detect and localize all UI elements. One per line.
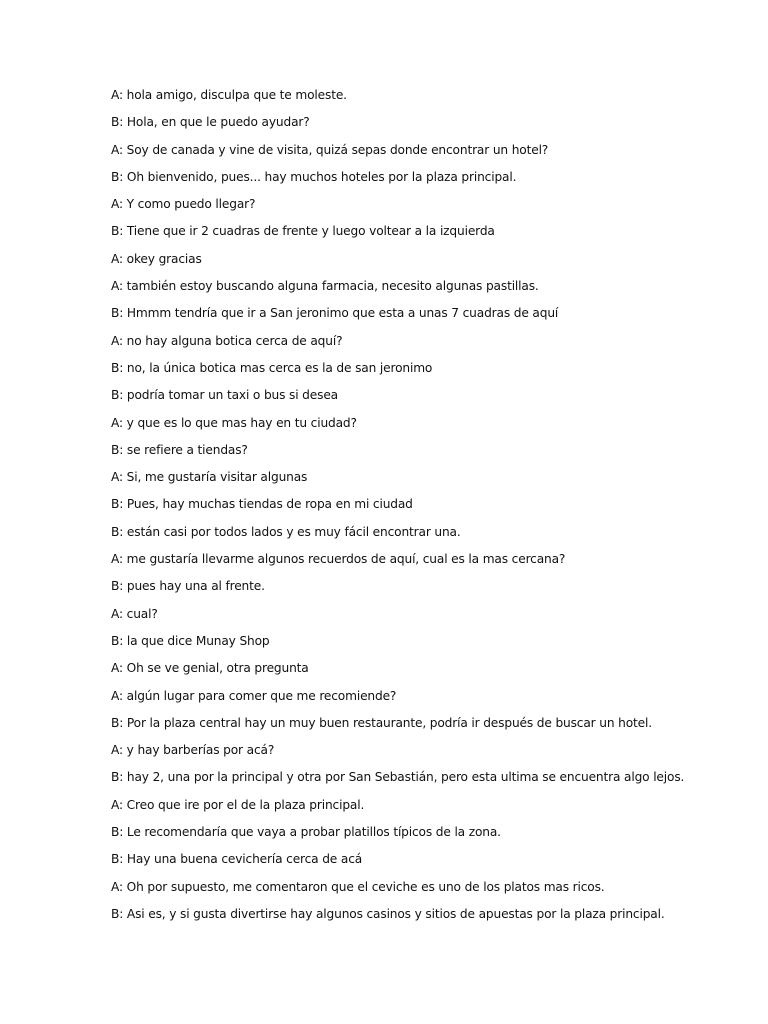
dialogue-line: A: Oh por supuesto, me comentaron que el ceviche es uno de los platos mas ricos. <box>111 879 605 894</box>
dialogue-line: A: okey gracias <box>111 251 202 266</box>
dialogue-line: B: no, la única botica mas cerca es la de san jeronimo <box>111 360 433 375</box>
dialogue-line: B: Por la plaza central hay un muy buen restaurante, podría ir después de buscar un hotel. <box>111 715 652 730</box>
dialogue-line: B: Hola, en que le puedo ayudar? <box>111 115 310 130</box>
dialogue-line: B: se refiere a tiendas? <box>111 442 248 457</box>
dialogue-line: A: Creo que ire por el de la plaza principal. <box>111 797 365 812</box>
dialogue-line: A: me gustaría llevarme algunos recuerdos de aquí, cual es la mas cercana? <box>111 552 566 567</box>
dialogue-line: A: y que es lo que mas hay en tu ciudad? <box>111 415 357 430</box>
dialogue-line: A: algún lugar para comer que me recomiende? <box>111 688 397 703</box>
dialogue-line: B: pues hay una al frente. <box>111 579 265 594</box>
dialogue-line: B: están casi por todos lados y es muy fácil encontrar una. <box>111 524 461 539</box>
dialogue-line: B: Hay una buena cevichería cerca de acá <box>111 852 363 867</box>
dialogue-line: A: Soy de canada y vine de visita, quizá sepas donde encontrar un hotel? <box>111 142 549 157</box>
dialogue-line: A: Y como puedo llegar? <box>111 197 256 212</box>
dialogue-text <box>111 86 731 932</box>
dialogue-line: A: hola amigo, disculpa que te moleste. <box>111 88 347 102</box>
dialogue-line: A: no hay alguna botica cerca de aquí? <box>111 333 343 348</box>
dialogue-line: B: Le recomendaría que vaya a probar platillos típicos de la zona. <box>111 825 501 840</box>
dialogue-line: B: Asi es, y si gusta divertirse hay algunos casinos y sitios de apuestas por la plaza principal. <box>111 906 665 921</box>
dialogue-line: B: Pues, hay muchas tiendas de ropa en mi ciudad <box>111 497 413 512</box>
dialogue-line: B: hay 2, una por la principal y otra por San Sebastián, pero esta ultima se encuentra algo lejos. <box>111 770 685 785</box>
dialogue-line: A: cual? <box>111 606 158 621</box>
dialogue-line: B: podría tomar un taxi o bus si desea <box>111 388 338 403</box>
dialogue-line: A: Oh se ve genial, otra pregunta <box>111 661 309 676</box>
dialogue-line: A: y hay barberías por acá? <box>111 743 275 758</box>
dialogue-line: A: Si, me gustaría visitar algunas <box>111 470 308 485</box>
dialogue-line: B: la que dice Munay Shop <box>111 633 270 648</box>
dialogue-line: B: Hmmm tendría que ir a San jeronimo que esta a unas 7 cuadras de aquí <box>111 306 559 321</box>
dialogue-line: B: Oh bienvenido, pues... hay muchos hoteles por la plaza principal. <box>111 169 517 184</box>
dialogue-line: A: también estoy buscando alguna farmacia, necesito algunas pastillas. <box>111 279 539 294</box>
dialogue-line: B: Tiene que ir 2 cuadras de frente y luego voltear a la izquierda <box>111 224 495 239</box>
